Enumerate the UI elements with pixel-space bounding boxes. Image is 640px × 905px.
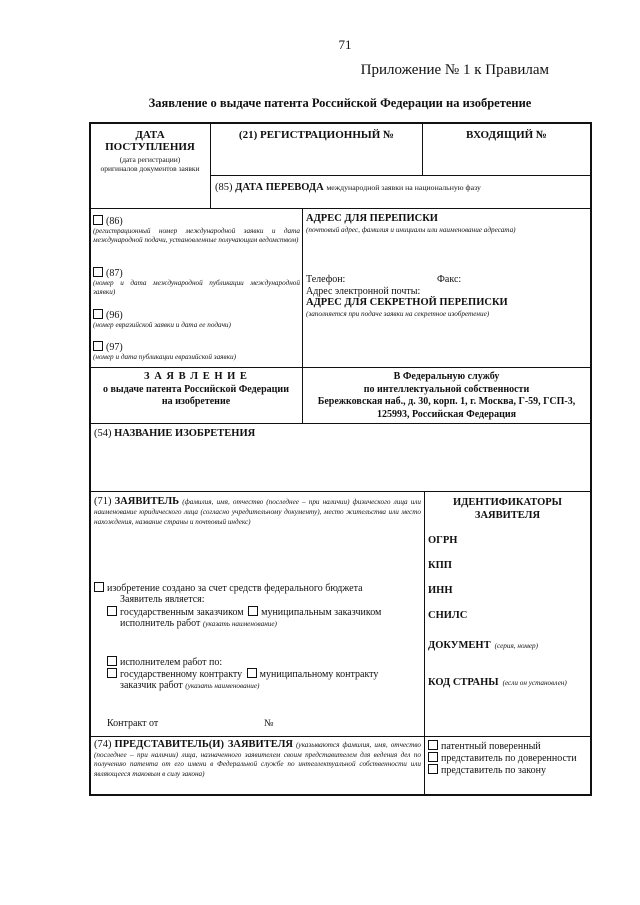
rep-option-legal[interactable]	[428, 764, 546, 777]
registration-number-label: (21) РЕГИСТРАЦИОННЫЙ №	[238, 129, 395, 141]
secret-address-note: (заполняется при подаче заявки на секретное изобретение)	[306, 310, 490, 318]
applicant-label: ЗАЯВИТЕЛЬ	[114, 496, 180, 507]
incoming-number-label: ВХОДЯЩИЙ №	[466, 129, 547, 141]
patent-attorney-checkbox[interactable]	[428, 740, 438, 750]
code-86: (86)	[106, 216, 123, 227]
contract-number-label: №	[264, 718, 274, 729]
kpp-label: КПП	[428, 560, 452, 571]
municipal-customer-checkbox[interactable]	[248, 606, 258, 616]
statement-subtitle: о выдаче патента Российской Федерации на изобретение	[103, 384, 289, 407]
date-received-title: ДАТА ПОСТУПЛЕНИЯ	[105, 129, 195, 153]
email-label: Адрес электронной почты:	[306, 286, 421, 297]
executor-label: исполнителем работ по:	[120, 657, 223, 668]
checkbox-96[interactable]	[93, 309, 103, 319]
secret-address-title: АДРЕС ДЛЯ СЕКРЕТНОЙ ПЕРЕПИСКИ	[306, 297, 508, 308]
contractor-line[interactable]	[120, 618, 277, 630]
state-customer-label: государственным заказчиком	[120, 607, 244, 618]
budget-checkbox[interactable]	[94, 582, 104, 592]
applicant-code: (71)	[94, 496, 112, 507]
country-code-note: (если он установлен)	[502, 679, 567, 687]
document-note: (серия, номер)	[494, 642, 539, 650]
invention-title-label: НАЗВАНИЕ ИЗОБРЕТЕНИЯ	[114, 428, 256, 439]
translation-code: (85)	[215, 182, 233, 193]
representative-note-b: отчество (последнее – при наличии) лица, назначенного заявителем своим представителем для ведения дел по получению патента от его имени в Федеральной службе по интеллектуальной собственности или являющееся таковым в силу закона)	[94, 741, 422, 778]
representative-label: ПРЕДСТАВИТЕЛЬ(И) ЗАЯВИТЕЛЯ	[114, 739, 293, 750]
customer-label: заказчик работ	[120, 680, 183, 691]
applicant-field[interactable]	[94, 497, 421, 527]
contractor-label: исполнитель работ	[120, 618, 201, 629]
note-87: (номер и дата международной публикации международной заявки)	[93, 279, 300, 296]
budget-label: изобретение создано за счет средств федерального бюджета	[107, 583, 363, 594]
executor-checkbox[interactable]	[107, 656, 117, 666]
phone-label: Телефон:	[306, 274, 346, 285]
identifiers-title: ИДЕНТИФИКАТОРЫ ЗАЯВИТЕЛЯ	[453, 497, 562, 521]
customer-line[interactable]	[120, 680, 259, 692]
patent-attorney-label: патентный поверенный	[441, 741, 541, 752]
fax-label: Факс:	[437, 274, 462, 285]
statement-title: З А Я В Л Е Н И Е	[144, 371, 248, 382]
country-code-label: КОД СТРАНЫ	[428, 677, 499, 688]
legal-rep-label: представитель по закону	[441, 765, 546, 776]
snils-label: СНИЛС	[428, 610, 468, 621]
applicant-note: (фамилия, имя, отчество (последнее – при наличии) физического лица или наименование юридического лица (согласно учредительному документу), место жительства или место нахождения, название страны и почтовый индекс)	[94, 498, 422, 526]
appendix-label: Приложение № 1 к Правилам	[360, 62, 549, 78]
invention-title-field[interactable]	[94, 428, 255, 439]
date-received-note: (дата регистрации) оригиналов документов заявки	[100, 155, 200, 173]
inn-label: ИНН	[428, 585, 453, 596]
page-number: 71	[338, 37, 352, 52]
representative-field[interactable]	[94, 740, 421, 779]
checkbox-97[interactable]	[93, 341, 103, 351]
municipal-contract-checkbox[interactable]	[247, 668, 257, 678]
checkbox-87[interactable]	[93, 267, 103, 277]
contractor-specify-note: (указать наименование)	[202, 620, 277, 628]
document-field[interactable]	[428, 635, 538, 653]
checkbox-86[interactable]	[93, 215, 103, 225]
state-contract-label: государственному контракту	[120, 669, 243, 680]
document-title: Заявление о выдаче патента Российской Федерации на изобретение	[148, 96, 532, 110]
customer-specify-note: (указать наименование)	[185, 682, 260, 690]
addressee-block: В Федеральную службу по интеллектуальной собственности Бережковская наб., д. 30, корп. 1, г. Москва, Г-59, ГСП-3, 125993, Российская Федерация	[317, 371, 576, 420]
mailing-address-title: АДРЕС ДЛЯ ПЕРЕПИСКИ	[306, 213, 438, 224]
translation-date-label: ДАТА ПЕРЕВОДА	[235, 182, 324, 193]
state-customer-checkbox[interactable]	[107, 606, 117, 616]
translation-date-field[interactable]	[215, 182, 481, 193]
representative-note-a: (указываются фамилия, имя,	[296, 741, 388, 749]
document-label: ДОКУМЕНТ	[428, 640, 491, 651]
state-contract-checkbox[interactable]	[107, 668, 117, 678]
translation-date-note: международной заявки на национальную фазу	[326, 183, 481, 192]
note-97: (номер и дата публикации евразийской заявки)	[93, 353, 236, 361]
mailing-address-note: (почтовый адрес, фамилия и инициалы или наименование адресата)	[306, 226, 516, 234]
country-code-field[interactable]	[428, 672, 567, 690]
proxy-checkbox[interactable]	[428, 752, 438, 762]
proxy-label: представитель по доверенности	[441, 753, 577, 764]
representative-code: (74)	[94, 739, 112, 750]
note-96: (номер евразийской заявки и дата ее подачи)	[93, 321, 231, 329]
municipal-customer-label: муниципальным заказчиком	[261, 607, 382, 618]
municipal-contract-label: муниципальному контракту	[259, 669, 379, 680]
legal-rep-checkbox[interactable]	[428, 764, 438, 774]
code-97: (97)	[106, 342, 123, 353]
ogrn-label: ОГРН	[428, 535, 458, 546]
note-86: (регистрационный номер международной заявки и дата международной подачи, установленные получающим ведомством)	[93, 227, 300, 244]
applicant-is-label: Заявитель является:	[120, 594, 205, 605]
code-96: (96)	[106, 310, 123, 321]
code-87: (87)	[106, 268, 123, 279]
invention-code: (54)	[94, 428, 112, 439]
contract-date-label: Контракт от	[107, 718, 159, 729]
